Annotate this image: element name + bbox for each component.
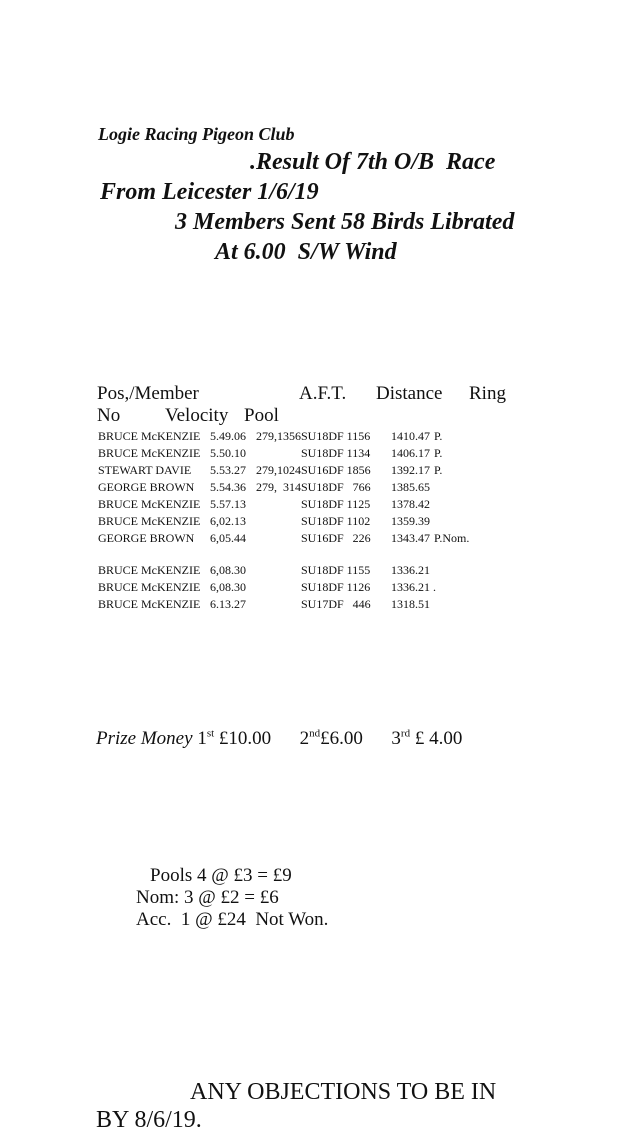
cell-velocity: 1336.21: [391, 563, 430, 577]
prize-third-amount: £ 4.00: [410, 728, 463, 749]
objections-deadline: BY 8/6/19.: [96, 1107, 202, 1133]
table-row: [0, 446, 640, 463]
prize-third-ordinal: 3: [391, 728, 401, 749]
table-row: [0, 463, 640, 480]
cell-ring: SU18DF 1155: [301, 563, 371, 577]
column-header-pool: Pool: [244, 405, 279, 426]
table-row: [0, 580, 640, 597]
cell-member: STEWART DAVIE: [98, 463, 192, 477]
cell-member: BRUCE McKENZIE: [98, 429, 201, 443]
cell-velocity: 1392.17: [391, 463, 430, 477]
cell-velocity: 1359.39: [391, 514, 430, 528]
table-row: [0, 514, 640, 531]
column-header-ring: Ring: [469, 383, 506, 404]
prize-second-suffix: nd: [309, 727, 321, 740]
cell-pool: 279,1356: [256, 429, 301, 443]
cell-aft: 5.53.27: [210, 463, 246, 477]
club-name: Logie Racing Pigeon Club: [98, 124, 295, 144]
cell-member: GEORGE BROWN: [98, 480, 195, 494]
cell-ring: SU18DF 1156: [301, 429, 371, 443]
cell-member: BRUCE McKENZIE: [98, 514, 201, 528]
column-header-velocity: Velocity: [165, 405, 229, 426]
cell-aft: 5.49.06: [210, 429, 246, 443]
cell-member: GEORGE BROWN: [98, 531, 195, 545]
cell-aft: 5.50.10: [210, 446, 246, 460]
cell-member: BRUCE McKENZIE: [98, 563, 201, 577]
cell-velocity: 1378.42: [391, 497, 430, 511]
cell-ring: SU18DF 1102: [301, 514, 371, 528]
prize-second-ordinal: 2: [299, 728, 310, 749]
table-row: [0, 480, 640, 497]
cell-ring: SU18DF 766: [301, 480, 371, 494]
column-header-no: No: [97, 405, 121, 426]
race-entries: 3 Members Sent 58 Birds Librated: [175, 209, 515, 235]
race-title: .Result Of 7th O/B Race: [250, 149, 496, 175]
cell-ring: SU18DF 1134: [301, 446, 371, 460]
cell-velocity: 1318.51: [391, 597, 430, 611]
prize-first-amount: £10.00: [214, 728, 272, 749]
objections-notice: ANY OBJECTIONS TO BE IN: [190, 1079, 497, 1105]
nom-summary: Nom: 3 @ £2 = £6: [136, 887, 279, 908]
prize-third-suffix: rd: [400, 727, 411, 740]
cell-ring: SU18DF 1125: [301, 497, 371, 511]
cell-velocity: 1385.65: [391, 480, 430, 494]
table-row: [0, 497, 640, 514]
cell-velocity: 1410.47: [391, 429, 430, 443]
table-row: [0, 429, 640, 446]
acc-summary: Acc. 1 @ £24 Not Won.: [136, 909, 329, 930]
cell-pool: 279,1024: [256, 463, 301, 477]
cell-ring: SU18DF 1126: [301, 580, 371, 594]
cell-aft: 6,08.30: [210, 563, 246, 577]
table-row: [0, 563, 640, 580]
cell-aft: 6.13.27: [210, 597, 246, 611]
column-header-member: Pos,/Member: [97, 383, 199, 404]
prize-money-label: Prize Money: [96, 728, 193, 749]
prize-money: [96, 728, 462, 750]
pools-summary: Pools 4 @ £3 = £9: [150, 865, 292, 886]
cell-aft: 6,02.13: [210, 514, 246, 528]
cell-note: P.Nom.: [434, 531, 470, 545]
prize-second-amount: £6.00: [320, 728, 363, 749]
column-header-aft: A.F.T.: [299, 383, 347, 404]
cell-ring: SU16DF 226: [301, 531, 371, 545]
cell-ring: SU16DF 1856: [301, 463, 371, 477]
cell-note: P.: [434, 446, 443, 460]
prize-first-ordinal: 1: [197, 728, 207, 749]
cell-member: BRUCE McKENZIE: [98, 597, 201, 611]
cell-ring: SU17DF 446: [301, 597, 371, 611]
cell-aft: 5.57.13: [210, 497, 246, 511]
cell-member: BRUCE McKENZIE: [98, 497, 201, 511]
cell-velocity: 1343.47: [391, 531, 430, 545]
cell-velocity: 1406.17: [391, 446, 430, 460]
table-row: [0, 597, 640, 614]
prize-first-suffix: st: [206, 727, 215, 740]
cell-note: P.: [434, 429, 443, 443]
cell-member: BRUCE McKENZIE: [98, 446, 201, 460]
column-header-distance: Distance: [376, 383, 443, 404]
race-liberation: At 6.00 S/W Wind: [215, 239, 397, 265]
cell-member: BRUCE McKENZIE: [98, 580, 201, 594]
race-origin: From Leicester 1/6/19: [100, 179, 319, 205]
cell-note: P.: [434, 463, 443, 477]
cell-aft: 6,05.44: [210, 531, 246, 545]
cell-aft: 6,08.30: [210, 580, 246, 594]
cell-pool: 279, 314: [256, 480, 301, 494]
cell-aft: 5.54.36: [210, 480, 246, 494]
cell-velocity: 1336.21 .: [391, 580, 436, 594]
table-row: [0, 531, 640, 548]
